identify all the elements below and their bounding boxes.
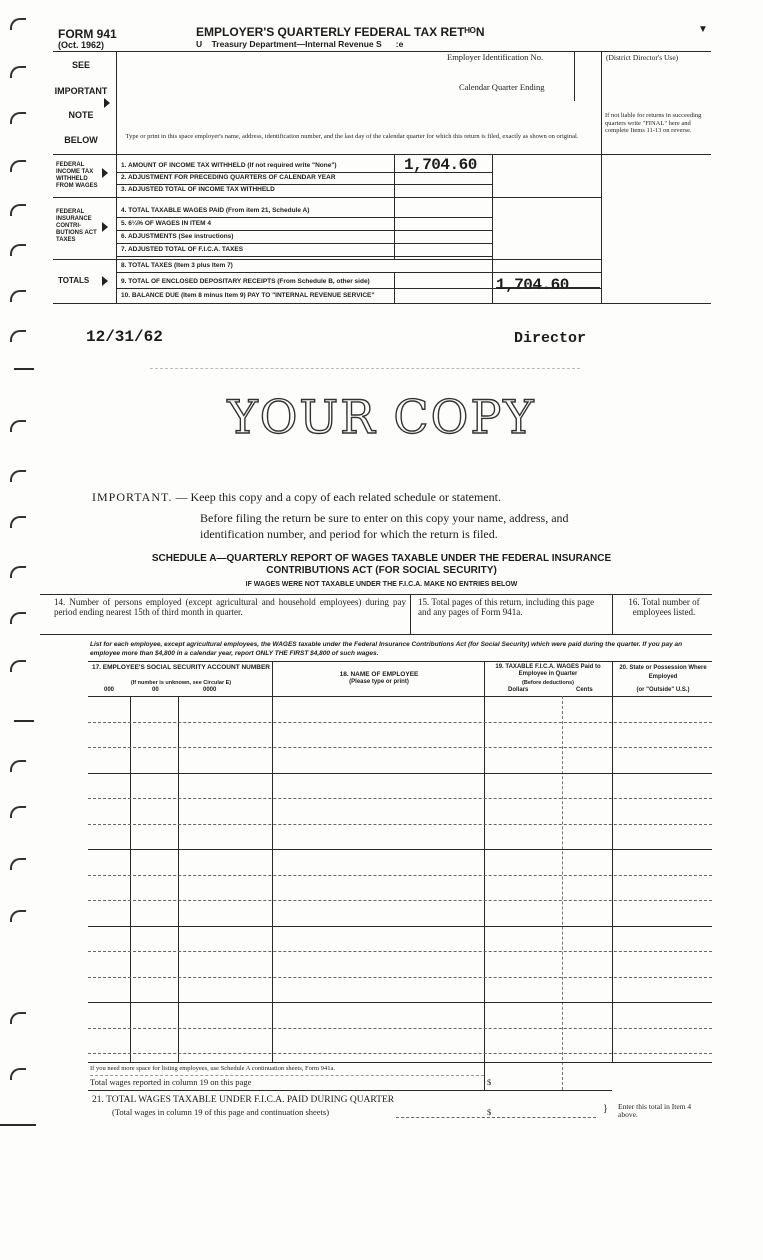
col-18-header: 18. NAME OF EMPLOYEE xyxy=(339,671,419,678)
below-label: BELOW xyxy=(64,135,98,145)
item-8-label: 8. TOTAL TAXES (Item 3 plus Item 7) xyxy=(121,262,233,269)
col-20-sub: (or "Outside" U.S.) xyxy=(636,687,690,693)
item-10-label: 10. BALANCE DUE (Item 8 minus Item 9) PAY TO "INTERNAL REVENUE SERVICE" xyxy=(121,292,375,299)
important-line-2: Before filing the return be sure to enter on this copy your name, address, and xyxy=(200,511,569,525)
table-row[interactable] xyxy=(88,1053,712,1054)
table-row[interactable] xyxy=(88,977,712,978)
item-1-label: 1. AMOUNT OF INCOME TAX WITHHELD (If not required write "None") xyxy=(121,162,337,169)
schedule-a-condition: IF WAGES WERE NOT TAXABLE UNDER THE F.I.C.A. MAKE NO ENTRIES BELOW xyxy=(245,581,518,588)
col-17-group: 00 xyxy=(152,687,159,693)
important-lead: IMPORTANT. xyxy=(92,490,173,504)
col-19-sub: (Before deductions) xyxy=(522,680,574,686)
ein-label: Employer Identification No. xyxy=(447,52,544,62)
col-17-area: 000 xyxy=(104,687,115,693)
col-17-serial: 0000 xyxy=(203,687,217,693)
table-row[interactable] xyxy=(88,1028,712,1029)
list-instruction: List for each employee, except agricultural employees, the WAGES taxable under the Federal Insurance Contributions Act (for Social Security) which were paid during the quarter. If you pay an employee more than $4,800 in a calendar year, report ONLY THE FIRST $4,800 of such wages. xyxy=(90,641,683,657)
form-number: FORM 941 xyxy=(58,27,117,41)
form-subtitle: U Treasury Department—Internal Revenue S :e xyxy=(196,39,404,49)
section-fica: FEDERAL INSURANCE CONTRI- BUTIONS ACT TAXES xyxy=(56,209,97,243)
item-4-label: 4. TOTAL TAXABLE WAGES PAID (From item 21, Schedule A) xyxy=(121,207,310,214)
col-18-sub: (Please type or print) xyxy=(349,679,409,685)
brace-icon: } xyxy=(604,1103,608,1113)
col-20-header: 20. State or Possession Where Employed xyxy=(619,665,707,680)
signature-title: Director xyxy=(514,330,587,347)
table-row[interactable] xyxy=(88,747,712,748)
see-label: SEE xyxy=(71,60,90,70)
table-row[interactable] xyxy=(88,849,712,850)
form-title: EMPLOYER'S QUARTERLY FEDERAL TAX RETᴴᴼN xyxy=(196,25,485,39)
your-copy-stamp: YOUR COPY xyxy=(227,390,536,444)
table-row[interactable] xyxy=(88,773,712,774)
note-label: NOTE xyxy=(68,110,94,120)
id-instruction: Type or print in this space employer's name, address, identification number, and the last day of the calendar quarter for which this return is filed, exactly as shown on original. xyxy=(125,133,579,140)
total-page-dollar: $ xyxy=(487,1077,492,1087)
item-9-label: 9. TOTAL OF ENCLOSED DEPOSITARY RECEIPTS (From Schedule B, other side) xyxy=(121,278,370,285)
item-7-label: 7. ADJUSTED TOTAL OF F.I.C.A. TAXES xyxy=(121,246,244,253)
table-row[interactable] xyxy=(88,722,712,723)
col-17-header: 17. EMPLOYEE'S SOCIAL SECURITY ACCOUNT NUMBER xyxy=(91,664,271,671)
item-14-label: 14. Number of persons employed (except agricultural and household employees) during pay period ending nearest 15th of third month in quarter. xyxy=(54,597,406,617)
table-row[interactable] xyxy=(88,824,712,825)
table-row[interactable] xyxy=(88,926,712,927)
pointer-arrow-icon xyxy=(102,276,108,286)
quarter-label: Calendar Quarter Ending xyxy=(459,82,545,92)
table-row[interactable] xyxy=(88,951,712,952)
item-9-amount[interactable]: 1,704.60 xyxy=(496,276,569,294)
item-15-label: 15. Total pages of this return, including this page and any pages of Form 941a. xyxy=(418,597,595,617)
item-21-sub: (Total wages in column 19 of this page and continuation sheets) xyxy=(112,1107,330,1117)
pointer-arrow-icon xyxy=(102,222,108,232)
district-use-label: (District Director's Use) xyxy=(606,53,679,62)
item-21-dollar: $ xyxy=(487,1107,492,1117)
important-keep-copy: — Keep this copy and a copy of each related schedule or statement. xyxy=(172,490,501,504)
pointer-arrow-icon xyxy=(102,168,108,178)
enter-total-note: Enter this total in Item 4 above. xyxy=(618,1102,692,1119)
corner-triangle-icon: ▼ xyxy=(698,24,708,35)
quarter-date: 12/31/62 xyxy=(86,328,163,346)
schedule-a-title: SCHEDULE A—QUARTERLY REPORT OF WAGES TAXABLE UNDER THE FEDERAL INSURANCE xyxy=(151,553,612,564)
col-19-dollars: Dollars xyxy=(508,687,529,693)
continuation-note: If you need more space for listing employees, use Schedule A continuation sheets, Form 941a. xyxy=(90,1065,335,1072)
schedule-a-subtitle: CONTRIBUTIONS ACT (FOR SOCIAL SECURITY) xyxy=(266,565,497,576)
section-income-tax: FEDERAL INCOME TAX WITHHELD FROM WAGES xyxy=(56,162,98,189)
important-line-3: identification number, and period for which the return is filed. xyxy=(200,527,498,541)
table-row[interactable] xyxy=(88,1002,712,1003)
final-note: If not liable for returns in succeeding quarters write "FINAL" here and complete Items 11-13 on reverse. xyxy=(605,112,702,134)
important-label: IMPORTANT xyxy=(54,86,108,96)
table-row[interactable] xyxy=(88,875,712,876)
col-17-sub: (If number is unknown, see Circular E) xyxy=(130,680,232,686)
table-row[interactable] xyxy=(88,900,712,901)
item-1-amount[interactable]: 1,704.60 xyxy=(404,156,477,174)
pointer-arrow-icon xyxy=(104,98,110,108)
col-19-header: 19. TAXABLE F.I.C.A. WAGES Paid to Employee in Quarter xyxy=(495,664,601,677)
total-page-label: Total wages reported in column 19 on this page xyxy=(90,1077,252,1087)
item-2-label: 2. ADJUSTMENT FOR PRECEDING QUARTERS OF CALENDAR YEAR xyxy=(121,174,336,181)
item-6-label: 6. ADJUSTMENTS (See instructions) xyxy=(121,233,234,240)
item-16-label: 16. Total number of employees listed. xyxy=(628,597,700,617)
section-totals: TOTALS xyxy=(58,276,90,285)
form-date: (Oct. 1962) xyxy=(58,40,105,50)
item-3-label: 3. ADJUSTED TOTAL OF INCOME TAX WITHHELD xyxy=(121,186,275,193)
col-19-cents: Cents xyxy=(576,687,593,693)
important-line-1 xyxy=(92,490,501,505)
table-row[interactable] xyxy=(88,798,712,799)
item-21-label: 21. TOTAL WAGES TAXABLE UNDER F.I.C.A. PAID DURING QUARTER xyxy=(92,1095,395,1105)
item-5-label: 5. 6¼% OF WAGES IN ITEM 4 xyxy=(121,220,211,227)
